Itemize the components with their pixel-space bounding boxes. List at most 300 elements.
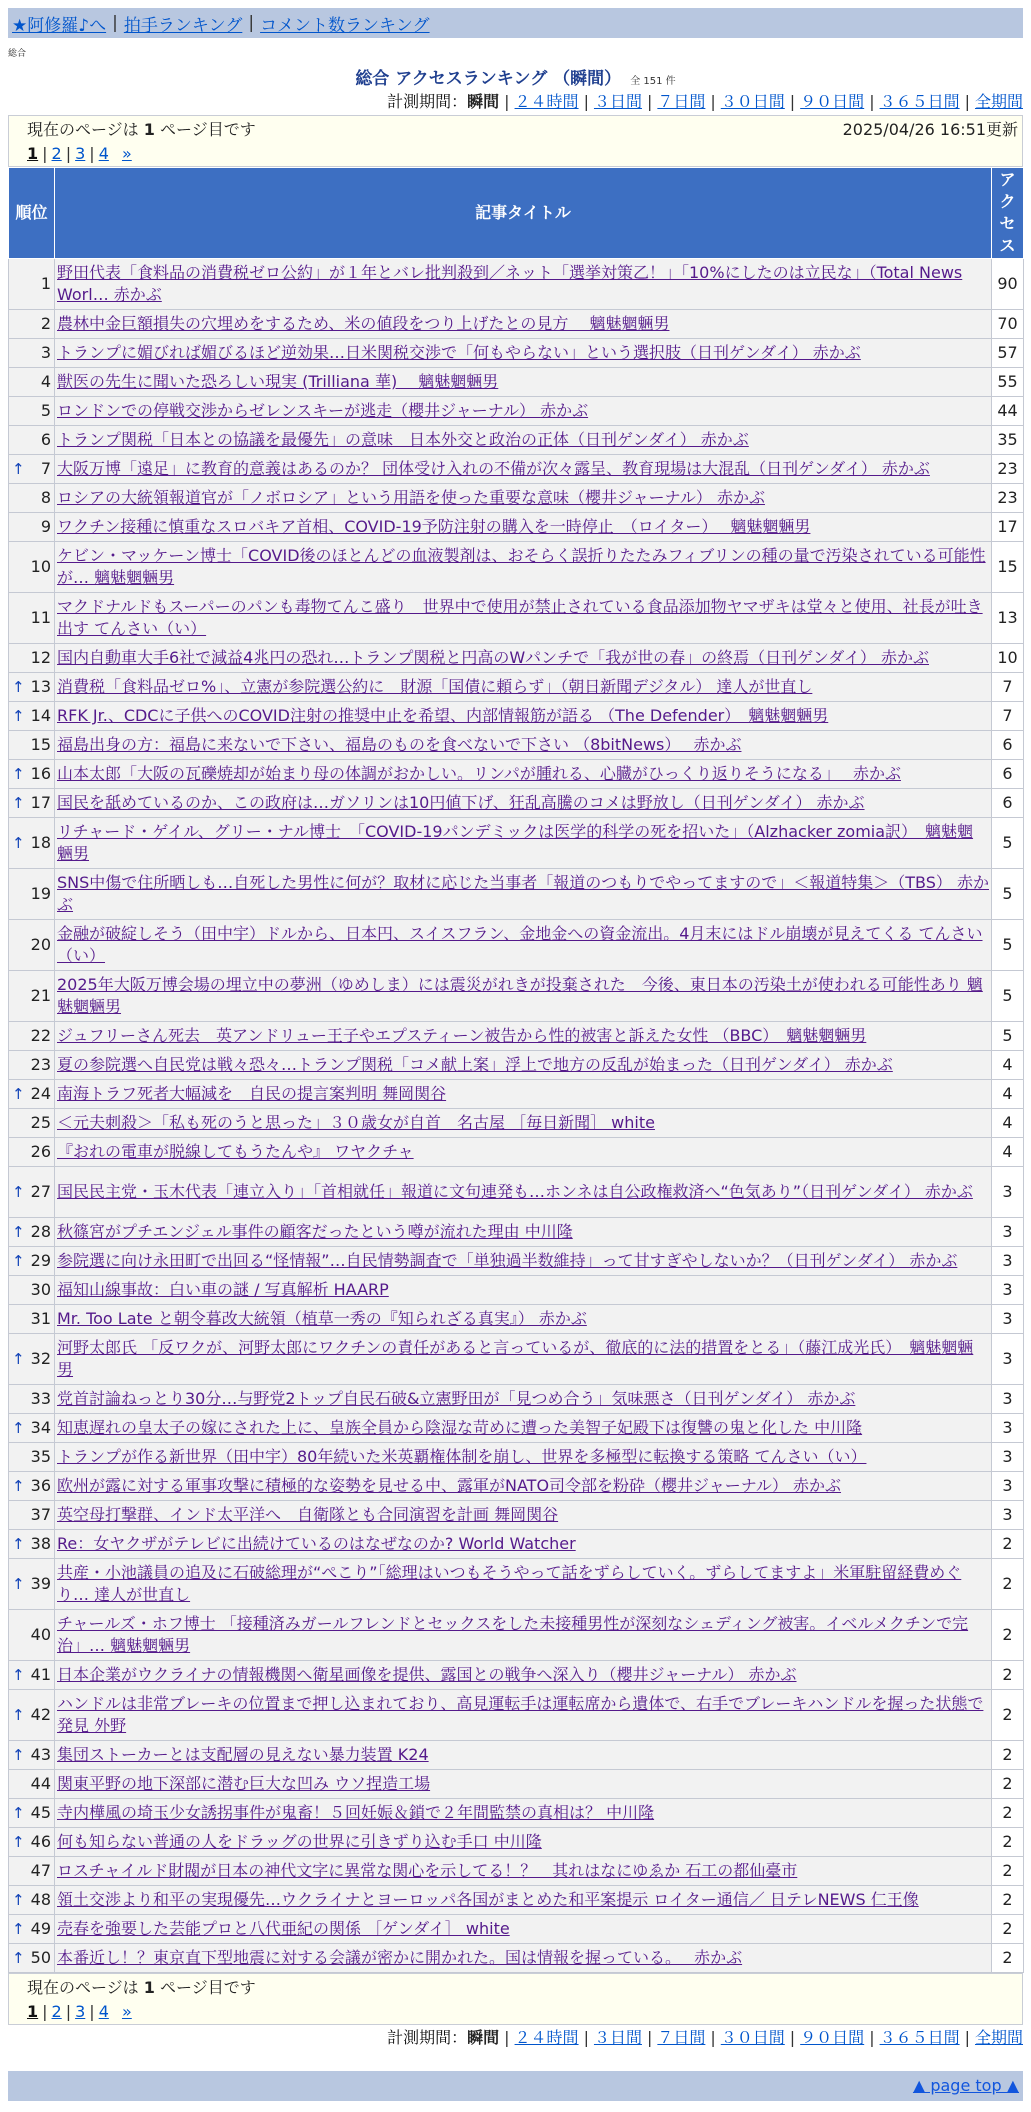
article-title-link[interactable]: 消費税「食料品ゼロ%」、立憲が参院選公約に 財源「国債に頼らず」（朝日新聞デジタル） 達人が世直し [57,677,813,696]
access-count: 5 [992,1022,1024,1051]
page-separator: | [42,144,48,163]
period-link[interactable]: ２４時間 [514,92,579,111]
title-cell [55,1051,992,1080]
nav-link-applause-ranking[interactable]: 拍手ランキング [123,15,243,36]
rank-up-arrow-icon: ↑ [12,794,25,812]
rank-up-arrow-icon: ↑ [12,1666,25,1684]
access-count: 3 [992,1501,1024,1530]
header-access: アクセス [992,168,1024,259]
article-title-link[interactable]: 河野太郎氏 「反ワクが、河野太郎にワクチンの責任があると言っているが、徹底的に法的措置をとる」（藤江成光氏） 魑魅魍魎男 [57,1338,974,1379]
rank-cell [9,397,55,426]
rank-number: 26 [30,1142,51,1161]
rank-cell [9,1799,55,1828]
access-count: 44 [992,397,1024,426]
title-cell [55,1276,992,1305]
article-title-link[interactable]: ＜元夫刺殺＞「私も死のうと思った」３０歳女が自首 名古屋 ［毎日新聞］ white [57,1113,655,1132]
period-selector [0,89,1023,115]
access-count: 2 [992,1886,1024,1915]
title-cell [55,259,992,310]
article-title-link[interactable]: ケビン・マッケーン博士「COVID後のほとんどの血液製剤は、おそらく誤折りたたみフィブリンの種の量で汚染されている可能性が… 魑魅魍魎男 [57,546,986,587]
period-link[interactable]: ３日間 [593,2028,642,2047]
article-title-link[interactable]: 野田代表「食料品の消費税ゼロ公約」が１年とバレ批判殺到／ネット「選挙対策乙！」「10%にしたのは立民な」（Total News Worl… 赤かぶ [57,263,963,304]
page-link[interactable]: 4 [98,2002,109,2021]
table-row [9,1218,1024,1247]
rank-up-arrow-icon: ↑ [12,1535,25,1553]
rank-number: 41 [30,1665,51,1684]
rank-cell [9,1138,55,1167]
rank-number: 4 [40,372,51,391]
article-title-link[interactable]: 国内自動車大手6社で減益4兆円の恐れ…トランプ関税と円高のWパンチで「我が世の春」の終焉（日刊ゲンダイ） 赤かぶ [57,648,929,667]
rank-up-arrow-icon: ↑ [12,678,25,696]
rank-up-arrow-icon: ↑ [12,707,25,725]
article-title-link[interactable]: マクドナルドもスーパーのパンも毒物てんこ盛り 世界中で使用が禁止されている食品添加物ヤマザキは堂々と使用、社長が吐き出す てんさい（い） [57,597,983,638]
article-title-link[interactable]: チャールズ・ホフ博士 「接種済みガールフレンドとセックスをした未接種男性が深刻なシェディング被害。イベルメクチンで完治」… 魑魅魍魎男 [57,1614,969,1655]
period-link[interactable]: ３６５日間 [879,2028,960,2047]
title-cell [55,1770,992,1799]
page-link[interactable]: 2 [51,2002,62,2021]
rank-number: 13 [30,677,51,696]
table-row [9,673,1024,702]
page-link[interactable]: 4 [98,144,109,163]
rank-up-arrow-icon: ↑ [12,765,25,783]
page-separator: | [89,2002,95,2021]
title-cell [55,484,992,513]
table-row [9,1080,1024,1109]
rank-cell [9,1051,55,1080]
table-header-row [9,168,1024,259]
article-title-link[interactable]: 農林中金巨額損失の穴埋めをするため、米の値段をつり上げたとの見方 魑魅魍魎男 [57,314,670,333]
table-row [9,818,1024,869]
article-title-link[interactable]: ワクチン接種に慎重なスロバキア首相、COVID-19予防注射の購入を一時停止 （ロイター） 魑魅魍魎男 [57,517,811,536]
rank-cell [9,1385,55,1414]
table-row [9,426,1024,455]
article-title-link[interactable]: RFK Jr.、CDCに子供へのCOVID注射の推奨中止を希望、内部情報筋が語る （The Defender） 魑魅魍魎男 [57,706,829,725]
rank-cell [9,339,55,368]
ranking-table [8,167,1024,1973]
nav-separator: | [248,13,255,33]
period-current: 瞬間 [467,2028,500,2047]
title-cell [55,1167,992,1218]
access-count: 2 [992,1828,1024,1857]
article-title-link[interactable]: 『おれの電車が脱線してもうたんや』 ワヤクチャ [57,1142,414,1161]
article-title-link[interactable]: 日本企業がウクライナの情報機関へ衛星画像を提供、露国との戦争へ深入り（櫻井ジャーナル） 赤かぶ [57,1665,797,1684]
table-row [9,1051,1024,1080]
rank-cell [9,1559,55,1610]
title-cell [55,1334,992,1385]
page-next-link[interactable]: » [121,144,132,163]
title-cell [55,1610,992,1661]
rank-cell [9,1305,55,1334]
table-row [9,1857,1024,1886]
rank-cell [9,869,55,920]
title-cell [55,1828,992,1857]
rank-number: 29 [30,1251,51,1270]
article-title-link[interactable]: 南海トラフ死者大幅減を 自民の提言案判明 舞岡関谷 [57,1084,447,1103]
rank-cell [9,760,55,789]
access-count: 2 [992,1610,1024,1661]
period-link[interactable]: 全期間 [974,2028,1023,2047]
access-count: 23 [992,455,1024,484]
table-row [9,484,1024,513]
ranking-table-body [9,259,1024,1973]
table-row [9,920,1024,971]
rank-number: 18 [30,833,51,852]
table-row [9,869,1024,920]
rank-cell [9,920,55,971]
page-top-link[interactable]: ▲ page top ▲ [912,2076,1019,2095]
rank-number: 3 [40,343,51,362]
page-current: 1 [27,144,39,163]
title-cell [55,818,992,869]
access-count: 3 [992,1247,1024,1276]
pager-bottom [8,1973,1023,2025]
table-row [9,1247,1024,1276]
title-cell [55,673,992,702]
article-title-link[interactable]: 領土交渉より和平の実現優先…ウクライナとヨーロッパ各国がまとめた和平案提示 ロイター通信／ 日テレNEWS 仁王像 [57,1890,919,1909]
rank-cell [9,1770,55,1799]
page-info [27,1976,1018,2000]
period-selector [0,2025,1023,2051]
rank-number: 33 [30,1389,51,1408]
rank-cell [9,1276,55,1305]
access-count: 3 [992,1414,1024,1443]
access-count: 6 [992,731,1024,760]
rank-cell [9,259,55,310]
rank-number: 5 [40,401,51,420]
access-count: 5 [992,971,1024,1022]
rank-number: 35 [30,1447,51,1466]
table-row [9,1886,1024,1915]
article-title-link[interactable]: 福知山線事故：白い車の謎 / 写真解析 HAARP [57,1280,389,1299]
rank-cell [9,1690,55,1741]
rank-number: 38 [30,1534,51,1553]
rank-number: 2 [40,314,51,333]
title-cell [55,920,992,971]
article-title-link[interactable]: 国民民主党・玉木代表「連立入り」「首相就任」報道に文句連発も…ホンネは自公政権救済へ“色気あり”（日刊ゲンダイ） 赤かぶ [57,1182,973,1201]
article-title-link[interactable]: Re：女ヤクザがテレビに出続けているのはなぜなのか? World Watcher [57,1534,576,1553]
rank-cell [9,818,55,869]
rank-cell [9,1886,55,1915]
rank-cell [9,1472,55,1501]
article-title-link[interactable]: トランプ関税「日本との協議を最優先」の意味 日本外交と政治の正体（日刊ゲンダイ） 赤かぶ [57,430,749,449]
table-row [9,1305,1024,1334]
access-count: 90 [992,259,1024,310]
rank-cell [9,673,55,702]
access-count: 2 [992,1690,1024,1741]
rank-number: 36 [30,1476,51,1495]
article-title-link[interactable]: 福島出身の方：福島に来ないで下さい、福島のものを食べないで下さい （8bitNews） 赤かぶ [57,735,742,754]
period-link[interactable]: ２４時間 [514,2028,579,2047]
rank-number: 10 [30,557,51,576]
article-title-link[interactable]: 寺内樺風の埼玉少女誘拐事件が鬼畜！５回妊娠＆鎖で２年間監禁の真相は？ 中川隆 [57,1803,655,1822]
page-separator [113,144,118,163]
rank-cell [9,731,55,760]
title-cell [55,869,992,920]
page-info-suffix: ページ目です [160,1978,256,1997]
table-row [9,368,1024,397]
page-info-prefix: 現在のページは [27,120,139,139]
period-separator: | [789,92,796,111]
period-link[interactable]: ７日間 [657,2028,706,2047]
page-link[interactable]: 3 [75,2002,86,2021]
period-separator: | [869,2028,875,2047]
period-separator: | [964,2028,970,2047]
article-title-link[interactable]: 参院選に向け永田町で出回る“怪情報”…自民情勢調査で「単独過半数維持」って甘すぎやしないか？（日刊ゲンダイ） 赤かぶ [57,1251,958,1270]
period-link[interactable]: ３日間 [593,92,642,111]
article-title-link[interactable]: 集団ストーカーとは支配層の見えない暴力装置 K24 [57,1745,429,1764]
page-info-number: 1 [143,120,155,139]
article-title-link[interactable]: ロンドンでの停戦交渉からゼレンスキーが逃走（櫻井ジャーナル） 赤かぶ [57,401,589,420]
table-row [9,1944,1024,1973]
period-link[interactable]: ３６５日間 [879,92,960,111]
title-cell [55,1109,992,1138]
article-title-link[interactable]: 大阪万博「遠足」に教育的意義はあるのか？ 団体受け入れの不備が次々露呈、教育現場は大混乱（日刊ゲンダイ） 赤かぶ [57,459,930,478]
title-cell [55,1305,992,1334]
rank-number: 9 [40,517,51,536]
access-count: 13 [992,593,1024,644]
top-nav [8,8,1023,38]
ranking-heading [0,64,1031,89]
title-cell [55,1414,992,1443]
access-count: 2 [992,1530,1024,1559]
rank-cell [9,1334,55,1385]
rank-number: 23 [30,1055,51,1074]
table-row [9,1610,1024,1661]
rank-cell [9,1828,55,1857]
article-title-link[interactable]: 獣医の先生に聞いた恐ろしい現実 (Trilliana 華) 魑魅魍魎男 [57,372,499,391]
rank-up-arrow-icon: ↑ [12,1746,25,1764]
title-cell [55,1385,992,1414]
title-cell [55,1501,992,1530]
article-title-link[interactable]: 金融が破綻しそう（田中宇）ドルから、日本円、スイスフラン、金地金への資金流出。4月末にはドル崩壊が見えてくる てんさい（い） [57,924,983,965]
rank-number: 46 [30,1832,51,1851]
article-title-link[interactable]: Mr. Too Late と朝令暮改大統領（植草一秀の『知られざる真実』） 赤かぶ [57,1309,587,1328]
article-title-link[interactable]: ロシアの大統領報道官が「ノボロシア」という用語を使った重要な意味（櫻井ジャーナル） 赤かぶ [57,488,765,507]
rank-number: 40 [30,1625,51,1644]
rank-cell [9,1610,55,1661]
rank-number: 22 [30,1026,51,1045]
access-count: 7 [992,702,1024,731]
access-count: 55 [992,368,1024,397]
article-title-link[interactable]: 山本太郎「大阪の瓦礫焼却が始まり母の体調がおかしい。リンパが腫れる、心臓がひっくり返りそうになる」 赤かぶ [57,764,901,783]
rank-up-arrow-icon: ↑ [12,834,25,852]
rank-up-arrow-icon: ↑ [12,1183,25,1201]
rank-number: 19 [30,884,51,903]
table-row [9,731,1024,760]
period-link[interactable]: ３０日間 [720,92,785,111]
rank-number: 49 [30,1919,51,1938]
nav-link-asyura[interactable]: ★阿修羅♪へ [12,15,107,36]
rank-number: 31 [30,1309,51,1328]
rank-cell [9,1915,55,1944]
rank-cell [9,1944,55,1973]
title-cell [55,1472,992,1501]
table-row [9,259,1024,310]
title-cell [55,1741,992,1770]
rank-cell [9,644,55,673]
rank-cell [9,368,55,397]
rank-up-arrow-icon: ↑ [12,1575,25,1593]
period-separator: | [646,92,653,111]
article-title-link[interactable]: 知恵遅れの皇太子の嫁にされた上に、皇族全員から陰湿な苛めに遭った美智子妃殿下は復讐の鬼と化した 中川隆 [57,1418,863,1437]
title-cell [55,1138,992,1167]
page-info-prefix: 現在のページは [27,1978,139,1997]
rank-number: 37 [30,1505,51,1524]
nav-link-comment-ranking[interactable]: コメント数ランキング [260,15,430,36]
article-title-link[interactable]: トランプに媚びれば媚びるほど逆効果…日米関税交渉で「何もやらない」という選択肢（日刊ゲンダイ） 赤かぶ [57,343,861,362]
page-link[interactable]: 2 [51,144,62,163]
access-count: 10 [992,644,1024,673]
title-cell [55,644,992,673]
table-row [9,1690,1024,1741]
page-next-link[interactable]: » [121,2002,132,2021]
rank-cell [9,1218,55,1247]
title-cell [55,310,992,339]
rank-cell [9,1080,55,1109]
rank-cell [9,455,55,484]
title-cell [55,1559,992,1610]
page-info-number: 1 [143,1978,155,1997]
rank-number: 15 [30,735,51,754]
title-cell [55,1799,992,1828]
article-title-link[interactable]: 英空母打撃群、インド太平洋へ 自衛隊とも合同演習を計画 舞岡関谷 [57,1505,559,1524]
rank-cell [9,1741,55,1770]
updated-timestamp: 2025/04/26 16:51更新 [842,120,1018,139]
title-cell [55,397,992,426]
rank-number: 24 [30,1084,51,1103]
rank-number: 27 [30,1182,51,1201]
title-cell [55,1530,992,1559]
pagination [27,142,1018,166]
title-cell [55,1443,992,1472]
rank-cell [9,593,55,644]
title-cell [55,1247,992,1276]
period-link[interactable]: ３０日間 [720,2028,785,2047]
table-row [9,644,1024,673]
article-title-link[interactable]: 党首討論ねっとり30分…与野党2トップ自民石破&立憲野田が「見つめ合う」気味悪さ（日刊ゲンダイ） 赤かぶ [57,1389,856,1408]
access-count: 4 [992,1080,1024,1109]
article-title-link[interactable]: 秋篠宮がプチエンジェル事件の顧客だったという噂が流れた理由 中川隆 [57,1222,573,1241]
article-title-link[interactable]: 本番近し！？東京直下型地震に対する会議が密かに開かれた。国は情報を握っている。 赤かぶ [57,1948,743,1967]
article-title-link[interactable]: 関東平野の地下深部に潜む巨大な凹み ウソ捏造工場 [57,1774,431,1793]
rank-cell [9,1022,55,1051]
article-title-link[interactable]: 売春を強要した芸能プロと八代亜紀の関係 ［ゲンダイ］ white [57,1919,510,1938]
access-count: 2 [992,1661,1024,1690]
period-label: 計測期間： [387,2028,468,2047]
period-current: 瞬間 [467,92,500,111]
rank-up-arrow-icon: ↑ [12,1223,25,1241]
period-link[interactable]: ９０日間 [800,2028,865,2047]
rank-up-arrow-icon: ↑ [12,1350,25,1368]
rank-cell [9,542,55,593]
article-title-link[interactable]: ロスチャイルド財閥が日本の神代文字に異常な関心を示してる！？ 其れはなにゆゑか 石工の都仙臺市 [57,1861,798,1880]
period-link[interactable]: 全期間 [974,92,1023,111]
table-row [9,1276,1024,1305]
title-cell [55,513,992,542]
rank-cell [9,789,55,818]
access-count: 3 [992,1443,1024,1472]
title-cell [55,455,992,484]
access-count: 70 [992,310,1024,339]
rank-cell [9,1247,55,1276]
table-row [9,760,1024,789]
table-row [9,1472,1024,1501]
title-cell [55,339,992,368]
rank-number: 44 [30,1774,51,1793]
article-title-link[interactable]: リチャード・ゲイル、グリー・ナル博士 「COVID-19パンデミックは医学的科学の死を招いた」（Alzhacker zomia訳） 魑魅魍魎男 [57,822,974,863]
rank-number: 28 [30,1222,51,1241]
rank-number: 42 [30,1705,51,1724]
access-count: 3 [992,1305,1024,1334]
rank-cell [9,513,55,542]
rank-up-arrow-icon: ↑ [12,1833,25,1851]
article-title-link[interactable]: 夏の参院選へ自民党は戦々恐々…トランプ関税「コメ献上案」浮上で地方の反乱が始まった（日刊ゲンダイ） 赤かぶ [57,1055,893,1074]
article-title-link[interactable]: 何も知らない普通の人をドラッグの世界に引きずり込む手口 中川隆 [57,1832,542,1851]
table-row [9,542,1024,593]
article-title-link[interactable]: 共産・小池議員の追及に石破総理が“ぺこり”「総理はいつもそうやって話をずらしていく。ずらしてますよ」米軍駐留経費めぐり… 達人が世直し [57,1563,962,1604]
table-row [9,1501,1024,1530]
title-cell [55,1022,992,1051]
access-count: 2 [992,1799,1024,1828]
article-title-link[interactable]: 欧州が露に対する軍事攻撃に積極的な姿勢を見せる中、露軍がNATO司令部を粉砕（櫻井ジャーナル） 赤かぶ [57,1476,842,1495]
period-link[interactable]: ７日間 [657,92,706,111]
article-title-link[interactable]: 国民を舐めているのか、この政府は…ガソリンは10円値下げ、狂乱高騰のコメは野放し（日刊ゲンダイ） 赤かぶ [57,793,865,812]
access-count: 5 [992,818,1024,869]
title-cell [55,368,992,397]
period-separator: | [583,2028,589,2047]
access-count: 4 [992,1138,1024,1167]
title-cell [55,1218,992,1247]
rank-number: 16 [30,764,51,783]
table-row [9,1385,1024,1414]
article-title-link[interactable]: SNS中傷で住所晒しも…自死した男性に何が？取材に応じた当事者「報道のつもりでやってますので」＜報道特集＞（TBS） 赤かぶ [57,873,989,914]
access-count: 2 [992,1741,1024,1770]
table-row [9,1334,1024,1385]
access-count: 3 [992,1218,1024,1247]
access-count: 5 [992,869,1024,920]
period-separator: | [869,92,875,111]
title-cell [55,1944,992,1973]
rank-number: 34 [30,1418,51,1437]
rank-number: 17 [30,793,51,812]
page-link[interactable]: 3 [75,144,86,163]
article-title-link[interactable]: ジュフリーさん死去 英アンドリュー王子やエプスティーン被告から性的被害と訴えた女性 （BBC） 魑魅魍魎男 [57,1026,867,1045]
table-row [9,1443,1024,1472]
title-cell [55,593,992,644]
period-separator: | [789,2028,796,2047]
access-count: 7 [992,673,1024,702]
period-link[interactable]: ９０日間 [800,92,865,111]
table-row [9,1167,1024,1218]
page-current: 1 [27,2002,39,2021]
table-row [9,789,1024,818]
table-row [9,1414,1024,1443]
rank-number: 48 [30,1890,51,1909]
article-title-link[interactable]: ハンドルは非常ブレーキの位置まで押し込まれており、高見運転手は運転席から遺体で、右手でブレーキハンドルを握った状態で発見 外野 [57,1694,984,1735]
table-row [9,1138,1024,1167]
table-row [9,1530,1024,1559]
rank-up-arrow-icon: ↑ [12,1085,25,1103]
rank-up-arrow-icon: ↑ [12,1419,25,1437]
table-row [9,1741,1024,1770]
title-cell [55,1661,992,1690]
access-count: 35 [992,426,1024,455]
article-title-link[interactable]: トランプが作る新世界（田中宇）80年続いた米英覇権体制を崩し、世界を多極型に転換する策略 てんさい（い） [57,1447,867,1466]
article-title-link[interactable]: 2025年大阪万博会場の埋立中の夢洲（ゆめしま）には震災がれきが投棄された 今後、東日本の汚染土が使われる可能性あり 魑魅魍魎男 [57,975,983,1016]
rank-cell [9,1167,55,1218]
access-count: 5 [992,920,1024,971]
table-row [9,1799,1024,1828]
